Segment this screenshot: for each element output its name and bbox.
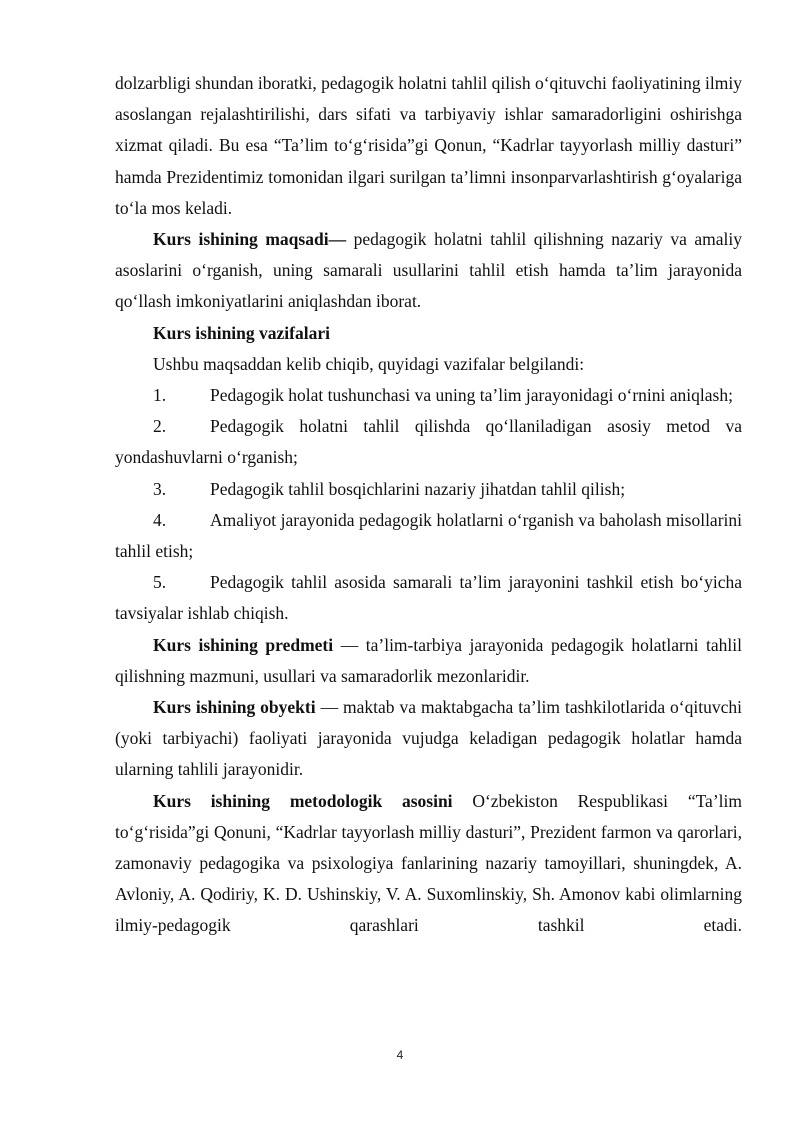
goal-dash: —: [328, 229, 347, 250]
task-number: 3.: [153, 478, 167, 499]
task-text: Pedagogik holatni tahlil qilishda qoʻllaniladigan asosiy metod va yondashuvlarni oʻrganish;: [115, 416, 742, 468]
goal-text: pedagogik holatni tahlil qilishning nazariy va amaliy asoslarini oʻrganish, uning samarali usullarini tahlil etish hamda ta’lim jarayonida qoʻllash imkoniyatlarini aniqlashdan iborat.: [115, 229, 742, 312]
task-item: [115, 567, 742, 629]
task-text: Amaliyot jarayonida pedagogik holatlarni oʻrganish va baholash misollarini tahlil etish;: [115, 509, 742, 562]
task-text: Pedagogik tahlil asosida samarali ta’lim jarayonini tashkil etish boʻyicha tavsiyalar ishlab chiqish.: [115, 572, 742, 624]
task-number: 2.: [153, 416, 167, 437]
task-item: [115, 474, 742, 505]
method-label: Kurs ishining metodologik asosini: [153, 790, 453, 811]
task-item: [115, 505, 742, 567]
goal-label: Kurs ishining maqsadi: [153, 229, 329, 250]
object-label: Kurs ishining obyekti: [153, 697, 316, 718]
tasks-heading: Kurs ishining vazifalari: [153, 322, 330, 343]
page-number: 4: [396, 1048, 404, 1062]
tasks-intro: Ushbu maqsaddan kelib chiqib, quyidagi vazifalar belgilandi:: [153, 353, 585, 374]
task-number: 1.: [153, 385, 167, 406]
paragraph-methodology: [115, 786, 742, 942]
method-text: Oʻzbekiston Respublikasi “Ta’lim toʻgʻrisida”gi Qonuni, “Kadrlar tayyorlash milliy dasturi”, Prezident farmon va qarorlari, zamonaviy pedagogika va psixologiya fanlarining nazariy tamoyillari, shuningdek, A. Avloniy, A. Qodiriy, K. D. Ushinskiy, V. A. Suxomlinskiy, Sh. Amonov kabi olimlarning ilmiy-pedagogik qarashlari tashkil etadi.: [115, 790, 742, 936]
paragraph-subject: [115, 630, 742, 692]
task-text: Pedagogik holat tushunchasi va uning ta’lim jarayonidagi oʻrnini aniqlash;: [210, 385, 733, 406]
task-item: [115, 380, 742, 411]
subject-text: — ta’lim-tarbiya jarayonida pedagogik holatlarni tahlil qilishning mazmuni, usullari va samaradorlik mezonlaridir.: [115, 634, 742, 686]
task-number: 5.: [153, 572, 167, 593]
task-number: 4.: [153, 509, 167, 530]
paragraph-relevance: dolzarbligi shundan iboratki, pedagogik holatni tahlil qilish oʻqituvchi faoliyatining ilmiy asoslangan rejalashtirilishi, dars sifati va tarbiyaviy ishlar samaradorligini oshirishga xizmat qiladi. Bu esa “Ta’lim toʻgʻrisida”gi Qonun, “Kadrlar tayyorlash milliy dasturi” hamda Prezidentimiz tomonidan ilgari surilgan ta’limni insonparvarlashtirish gʻoyalariga toʻla mos keladi.: [115, 73, 742, 218]
page-body: [115, 68, 742, 942]
object-text: — maktab va maktabgacha ta’lim tashkilotlarida oʻqituvchi (yoki tarbiyachi) faoliyati jarayonida vujudga keladigan pedagogik holatlar hamda ularning tahlili jarayonidir.: [115, 697, 742, 780]
task-text: Pedagogik tahlil bosqichlarini nazariy jihatdan tahlil qilish;: [210, 478, 626, 499]
paragraph-goal: [115, 224, 742, 318]
subject-label: Kurs ishining predmeti: [153, 634, 334, 655]
paragraph-object: [115, 692, 742, 786]
task-item: [115, 411, 742, 473]
